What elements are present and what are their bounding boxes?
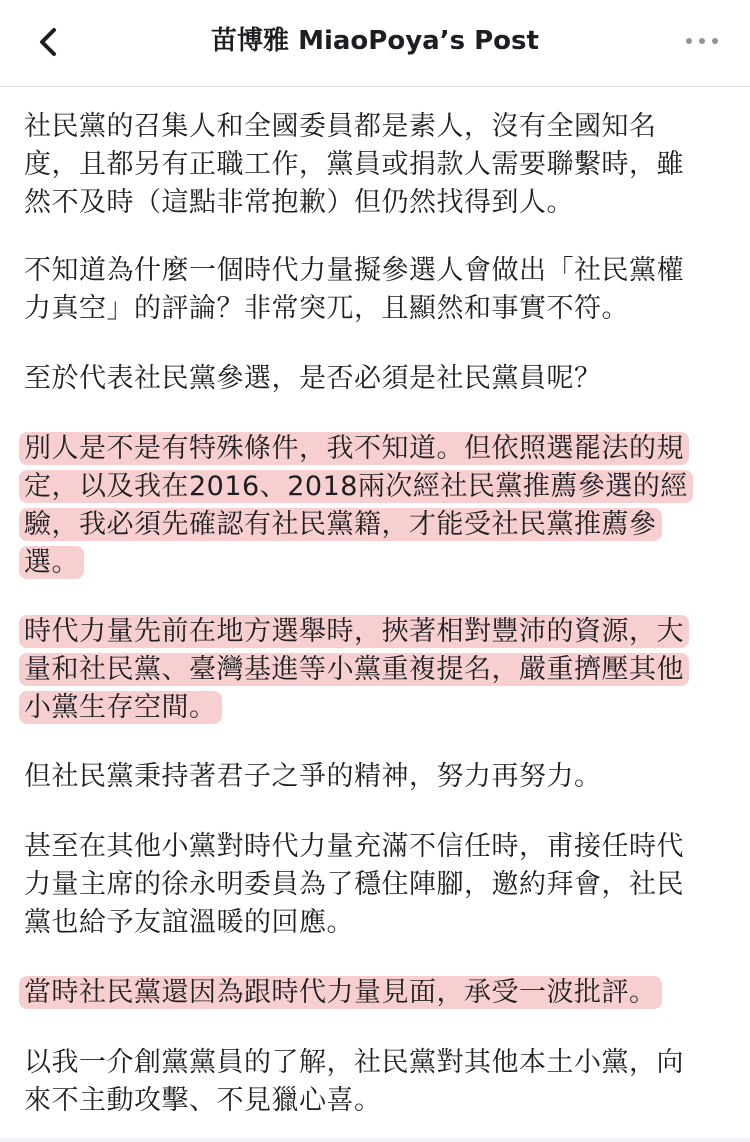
highlighted-line: 定，以及我在2016、2018兩次經社民黨推薦參選的經 [24, 471, 688, 502]
paragraph-line: 至於代表社民黨參選，是否必須是社民黨員呢？ [24, 363, 602, 394]
highlighted-line: 別人是不是有特殊條件，我不知道。但依照選罷法的規 [24, 433, 684, 464]
post-paragraph-6 [24, 758, 602, 796]
post-paragraph-4-highlighted [24, 430, 688, 582]
post-header [0, 0, 750, 87]
post-paragraph-8-highlighted [24, 974, 657, 1012]
post-paragraph-3 [24, 360, 602, 398]
post-paragraph-5-highlighted [24, 613, 684, 727]
paragraph-line: 力量主席的徐永明委員為了穩住陣腳，邀約拜會，社民 [24, 869, 684, 900]
paragraph-line: 來不主動攻擊、不見獵心喜。 [24, 1085, 382, 1116]
post-paragraph-9 [24, 1044, 684, 1120]
section-divider [0, 1138, 750, 1142]
paragraph-line: 然不及時（這點非常抱歉）但仍然找得到人。 [24, 187, 574, 218]
paragraph-line: 黨也給予友誼溫暖的回應。 [24, 907, 354, 938]
post-paragraph-1 [24, 108, 684, 222]
paragraph-line: 力真空」的評論？非常突兀，且顯然和事實不符。 [24, 293, 629, 324]
highlighted-line: 小黨生存空間。 [24, 692, 217, 723]
highlighted-line: 驗，我必須先確認有社民黨籍，才能受社民黨推薦參 [24, 509, 657, 540]
more-options-icon[interactable] [684, 30, 720, 52]
highlighted-line: 時代力量先前在地方選舉時，挾著相對豐沛的資源，大 [24, 616, 684, 647]
highlighted-line: 選。 [24, 547, 79, 578]
paragraph-line: 甚至在其他小黨對時代力量充滿不信任時，甫接任時代 [24, 831, 684, 862]
post-paragraph-2 [24, 252, 684, 328]
paragraph-line: 但社民黨秉持著君子之爭的精神，努力再努力。 [24, 761, 602, 792]
paragraph-line: 社民黨的召集人和全國委員都是素人，沒有全國知名 [24, 111, 657, 142]
post-paragraph-7 [24, 828, 684, 942]
highlighted-line: 當時社民黨還因為跟時代力量見面，承受一波批評。 [24, 977, 657, 1008]
highlighted-line: 量和社民黨、臺灣基進等小黨重複提名，嚴重擠壓其他 [24, 654, 684, 685]
paragraph-line: 不知道為什麼一個時代力量擬參選人會做出「社民黨權 [24, 255, 684, 286]
paragraph-line: 度，且都另有正職工作，黨員或捐款人需要聯繫時，雖 [24, 149, 684, 180]
page-title: 苗博雅 MiaoPoya’s Post [211, 26, 539, 56]
paragraph-line: 以我一介創黨黨員的了解，社民黨對其他本土小黨，向 [24, 1047, 684, 1078]
